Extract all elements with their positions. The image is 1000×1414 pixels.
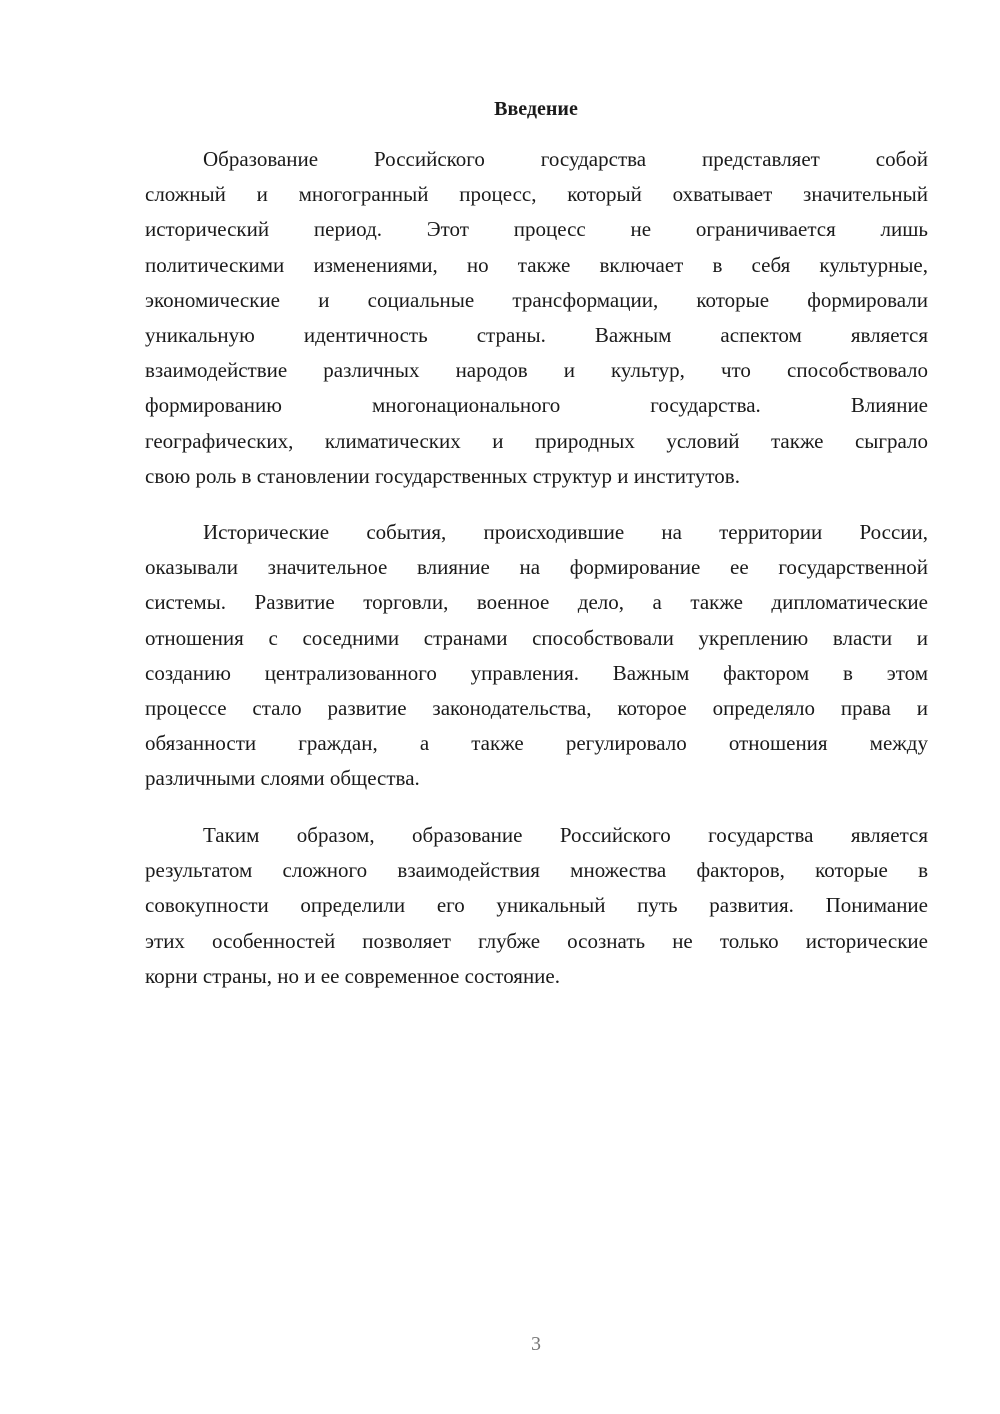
text-line: сложный и многогранный процесс, который охватывает значительный xyxy=(145,182,928,207)
text-line: экономические и социальные трансформации, которые формировали xyxy=(145,287,928,312)
text-line: исторический период. Этот процесс не ограничивается лишь xyxy=(145,217,928,242)
text-line: формированию многонационального государства. Влияние xyxy=(145,393,928,418)
text-line: оказывали значительное влияние на формирование ее государственной xyxy=(145,555,928,580)
text-line: политическими изменениями, но также включает в себя культурные, xyxy=(145,252,928,277)
text-line: географических, климатических и природных условий также сыграло xyxy=(145,428,928,453)
text-line: уникальную идентичность страны. Важным аспектом является xyxy=(145,322,928,347)
paragraph-1 xyxy=(145,142,928,494)
text-line: Таким образом, образование Российского государства является xyxy=(203,823,928,847)
text-line: Образование Российского государства представляет собой xyxy=(203,147,928,171)
text-line: созданию централизованного управления. Важным фактором в этом xyxy=(145,660,928,685)
text-line: отношения с соседними странами способствовали укреплению власти и xyxy=(145,625,928,650)
paragraph-3 xyxy=(145,818,928,994)
page-number: 3 xyxy=(531,1333,541,1355)
text-line: свою роль в становлении государственных структур и институтов. xyxy=(145,463,740,488)
section-title: Введение xyxy=(494,98,578,120)
text-line: взаимодействие различных народов и культур, что способствовало xyxy=(145,358,928,383)
text-line: процессе стало развитие законодательства, которое определяло права и xyxy=(145,695,928,720)
paragraph-2 xyxy=(145,515,928,797)
text-line: результатом сложного взаимодействия множества факторов, которые в xyxy=(145,858,928,883)
text-line: Исторические события, происходившие на территории России, xyxy=(203,520,928,544)
text-line: обязанности граждан, а также регулировало отношения между xyxy=(145,731,928,756)
text-line: различными слоями общества. xyxy=(145,766,420,791)
text-line: корни страны, но и ее современное состояние. xyxy=(145,963,560,988)
text-line: совокупности определили его уникальный путь развития. Понимание xyxy=(145,893,928,918)
text-line: этих особенностей позволяет глубже осознать не только исторические xyxy=(145,928,928,953)
text-line: системы. Развитие торговли, военное дело, а также дипломатические xyxy=(145,590,928,615)
